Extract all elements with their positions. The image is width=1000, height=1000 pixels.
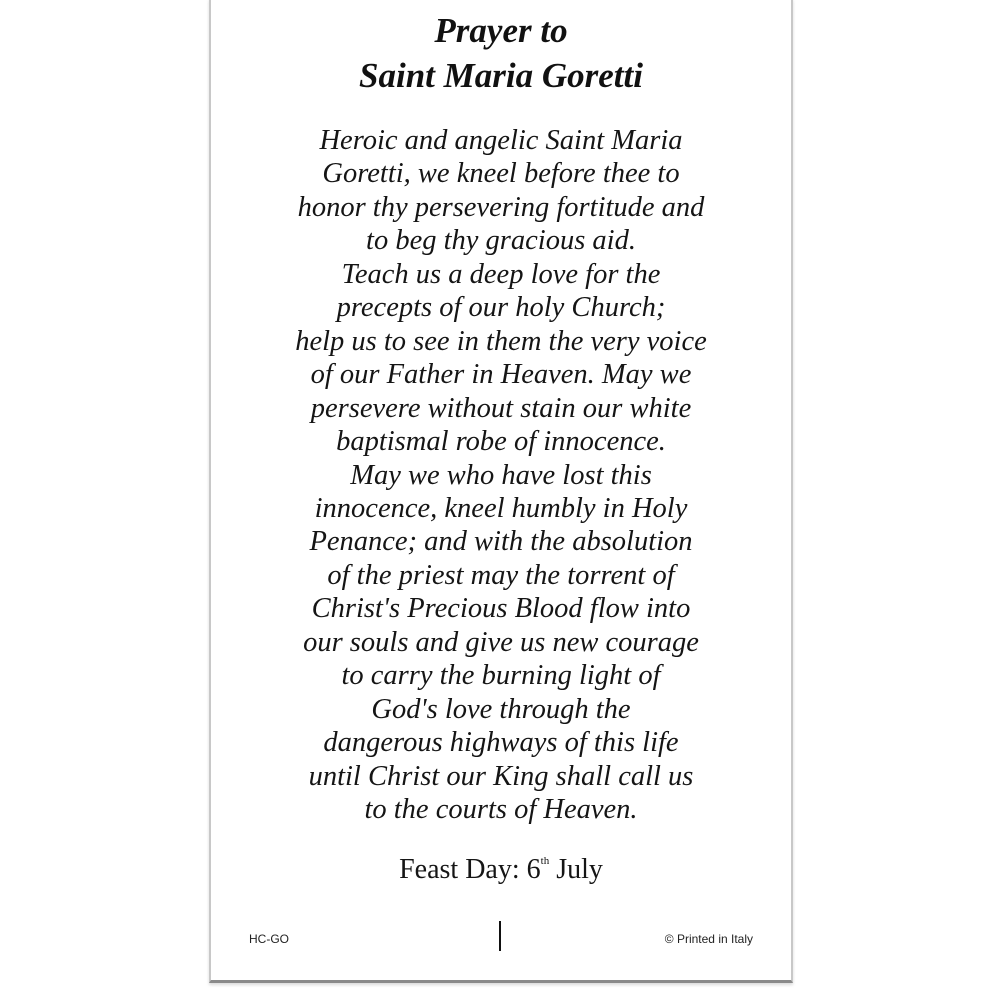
- prayer-line: to beg thy gracious aid.: [366, 225, 636, 257]
- prayer-line: precepts of our holy Church;: [336, 292, 666, 324]
- prayer-card: [209, 0, 793, 983]
- prayer-line: our souls and give us new courage: [303, 626, 699, 658]
- prayer-line: help us to see in them the very voice: [295, 325, 707, 357]
- title-line: Prayer to: [434, 11, 568, 50]
- prayer-line: until Christ our King shall call us: [308, 760, 694, 792]
- prayer-title: [211, 8, 791, 98]
- prayer-line: Heroic and angelic Saint Maria: [319, 125, 683, 156]
- prayer-line: to the courts of Heaven.: [364, 794, 638, 826]
- feast-day-superscript: th: [540, 855, 550, 867]
- prayer-line: dangerous highways of this life: [323, 727, 679, 759]
- prayer-line: Christ's Precious Blood flow into: [311, 593, 691, 625]
- feast-day-label: Feast Day: 6: [399, 854, 541, 885]
- prayer-line: innocence, kneel humbly in Holy: [314, 492, 688, 524]
- prayer-line: persevere without stain our white: [310, 392, 692, 424]
- prayer-line: Penance; and with the absolution: [309, 526, 693, 558]
- feast-day-month: July: [549, 854, 603, 885]
- product-code: HC-GO: [249, 932, 289, 946]
- prayer-line: honor thy persevering fortitude and: [297, 191, 705, 223]
- prayer-line: of our Father in Heaven. May we: [310, 359, 692, 391]
- prayer-text: [211, 124, 791, 827]
- prayer-line: baptismal robe of innocence.: [336, 426, 666, 458]
- prayer-line: Teach us a deep love for the: [341, 258, 661, 290]
- printed-in-italy: © Printed in Italy: [664, 932, 753, 946]
- prayer-line: May we who have lost this: [350, 459, 652, 491]
- title-line: Saint Maria Goretti: [359, 56, 643, 95]
- prayer-line: to carry the burning light of: [341, 660, 661, 692]
- prayer-line: of the priest may the torrent of: [327, 559, 675, 591]
- prayer-line: Goretti, we kneel before thee to: [322, 158, 680, 190]
- feast-day: [211, 854, 791, 886]
- prayer-line: God's love through the: [371, 693, 631, 725]
